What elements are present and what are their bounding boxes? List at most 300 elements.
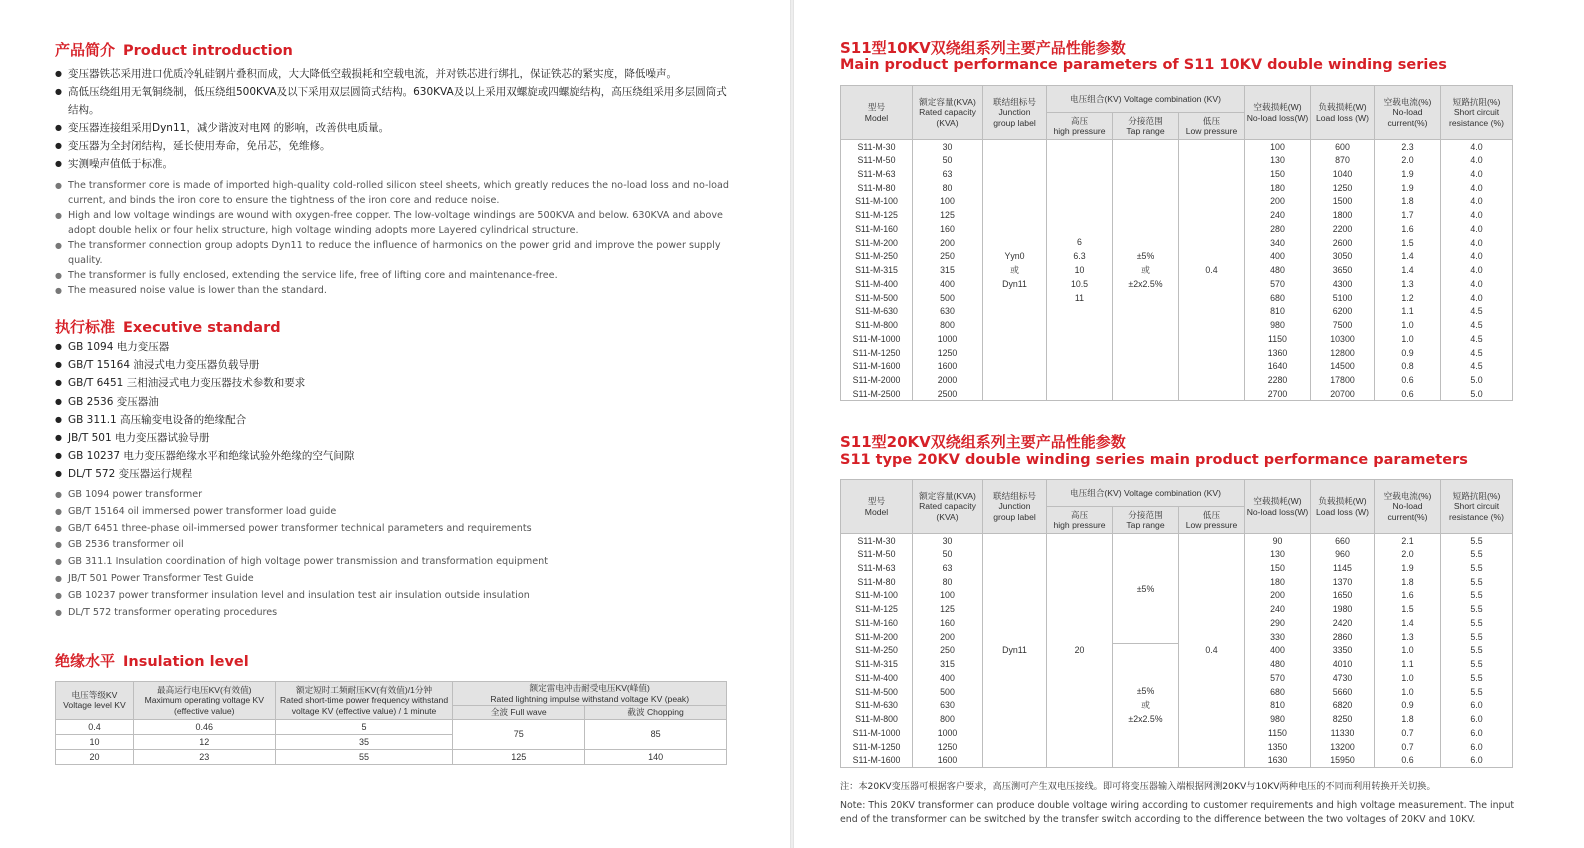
model-cell: S11-M-63 xyxy=(841,561,913,575)
header-capacity: 额定容量(KVA) Rated capacity (KVA) xyxy=(913,480,983,534)
list-item: ● GB/T 15164 oil immersed power transformer load guide xyxy=(55,504,745,521)
model-cell: S11-M-630 xyxy=(841,305,913,319)
model-cell: S11-M-250 xyxy=(841,250,913,264)
no-load-loss-cell: 130 xyxy=(1245,547,1311,561)
model-cell: S11-M-200 xyxy=(841,236,913,250)
no-load-current-cell: 1.0 xyxy=(1375,644,1441,658)
header-tap-range: 分接范围 Tap range xyxy=(1113,113,1179,140)
short-circuit-cell: 5.0 xyxy=(1441,373,1513,387)
table-cell: 85 xyxy=(585,719,727,749)
header-model: 型号 Model xyxy=(841,86,913,140)
list-item: ● 实测噪声值低于标准。 xyxy=(55,155,735,173)
list-item: ● GB 311.1 高压输变电设备的绝缘配合 xyxy=(55,411,735,429)
no-load-current-cell: 0.8 xyxy=(1375,360,1441,374)
capacity-cell: 30 xyxy=(913,534,983,548)
model-cell: S11-M-400 xyxy=(841,671,913,685)
table-cell: 23 xyxy=(133,749,275,764)
no-load-current-cell: 2.3 xyxy=(1375,140,1441,154)
table-row xyxy=(841,644,1513,658)
model-cell: S11-M-30 xyxy=(841,140,913,154)
no-load-current-cell: 0.9 xyxy=(1375,699,1441,713)
list-item: ● 高低压绕组用无氧铜绕制，低压绕组500KVA及以下采用双层圆筒式结构。630KVA及以上采用双螺旋或四螺旋结构，高压绕组采用多层圆筒式结构。 xyxy=(55,83,735,119)
model-cell: S11-M-1000 xyxy=(841,726,913,740)
short-circuit-cell: 4.0 xyxy=(1441,140,1513,154)
short-circuit-cell: 6.0 xyxy=(1441,740,1513,754)
load-loss-cell: 20700 xyxy=(1311,387,1375,401)
capacity-cell: 500 xyxy=(913,685,983,699)
tap-range-cell: ±5% 或 ±2x2.5% xyxy=(1113,644,1179,768)
table-cell: 5 xyxy=(275,719,453,734)
no-load-loss-cell: 810 xyxy=(1245,699,1311,713)
capacity-cell: 400 xyxy=(913,277,983,291)
load-loss-cell: 4300 xyxy=(1311,277,1375,291)
capacity-cell: 160 xyxy=(913,616,983,630)
capacity-cell: 125 xyxy=(913,208,983,222)
short-circuit-cell: 4.0 xyxy=(1441,167,1513,181)
no-load-current-cell: 0.6 xyxy=(1375,373,1441,387)
no-load-loss-cell: 180 xyxy=(1245,181,1311,195)
header-short-circuit: 短路抗阻(%) Short circuit resistance (%) xyxy=(1441,86,1513,140)
list-item: ● High and low voltage windings are wound with oxygen-free copper. The low-voltage windings are 500KVA and below. 630KVA and above adopt double helix or four helix structure, high voltage winding adopts more Layered cylindrical structure. xyxy=(55,208,745,238)
model-cell: S11-M-30 xyxy=(841,534,913,548)
low-pressure-cell: 0.4 xyxy=(1179,534,1245,768)
table-cell: 55 xyxy=(275,749,453,764)
model-cell: S11-M-1600 xyxy=(841,754,913,768)
no-load-loss-cell: 2280 xyxy=(1245,373,1311,387)
list-item: ● DL/T 572 transformer operating procedures xyxy=(55,605,745,622)
no-load-current-cell: 2.0 xyxy=(1375,547,1441,561)
capacity-cell: 315 xyxy=(913,263,983,277)
load-loss-cell: 15950 xyxy=(1311,754,1375,768)
no-load-loss-cell: 290 xyxy=(1245,616,1311,630)
header-text: Voltage level KV xyxy=(63,700,126,711)
capacity-cell: 200 xyxy=(913,236,983,250)
model-cell: S11-M-315 xyxy=(841,263,913,277)
header-high-pressure: 高压 high pressure xyxy=(1047,113,1113,140)
load-loss-cell: 6200 xyxy=(1311,305,1375,319)
header-text: 最高运行电压KV(有效值) xyxy=(157,684,252,695)
short-circuit-cell: 4.0 xyxy=(1441,181,1513,195)
short-circuit-cell: 4.0 xyxy=(1441,153,1513,167)
high-pressure-cell: 6 6.3 10 10.5 11 xyxy=(1047,140,1113,401)
header-chopping: 截波 Chopping xyxy=(585,706,727,720)
list-item: ● GB 1094 power transformer xyxy=(55,487,745,504)
no-load-current-cell: 1.5 xyxy=(1375,236,1441,250)
no-load-loss-cell: 240 xyxy=(1245,208,1311,222)
no-load-loss-cell: 680 xyxy=(1245,685,1311,699)
intro-list-cn xyxy=(55,65,735,173)
tap-range-cell: ±5% xyxy=(1113,534,1179,644)
insulation-level-title xyxy=(55,650,249,671)
list-item: ● GB/T 15164 油浸式电力变压器负载导册 xyxy=(55,356,735,374)
no-load-loss-cell: 1640 xyxy=(1245,360,1311,374)
no-load-loss-cell: 180 xyxy=(1245,575,1311,589)
list-item: ● The transformer core is made of imported high-quality cold-rolled silicon steel sheets, which greatly reduces the no-load loss and no-load current, and binds the iron core to ensure the tightness of the iron core and reduce noise. xyxy=(55,178,745,208)
no-load-loss-cell: 200 xyxy=(1245,195,1311,209)
header-no-load-loss: 空载损耗(W) No-load loss(W) xyxy=(1245,86,1311,140)
load-loss-cell: 11330 xyxy=(1311,726,1375,740)
header-text: Rated lightning impulse withstand voltage KV (peak) xyxy=(490,693,690,704)
model-cell: S11-M-125 xyxy=(841,208,913,222)
header-no-load-current: 空载电流(%) No-load current(%) xyxy=(1375,480,1441,534)
note-cn: 注：本20KV变压器可根据客户要求，高压测可产生双电压接线。即可将变压器输入端根据网测20KV与10KV两种电压的不同而利用转换开关切换。 xyxy=(840,781,1436,792)
table-cell: 12 xyxy=(133,734,275,749)
list-item: ● JB/T 501 电力变压器试验导册 xyxy=(55,429,735,447)
no-load-current-cell: 0.7 xyxy=(1375,740,1441,754)
capacity-cell: 50 xyxy=(913,547,983,561)
no-load-loss-cell: 150 xyxy=(1245,561,1311,575)
table-row xyxy=(56,749,727,764)
no-load-loss-cell: 480 xyxy=(1245,657,1311,671)
no-load-current-cell: 1.0 xyxy=(1375,685,1441,699)
load-loss-cell: 2600 xyxy=(1311,236,1375,250)
load-loss-cell: 2860 xyxy=(1311,630,1375,644)
no-load-current-cell: 1.4 xyxy=(1375,250,1441,264)
load-loss-cell: 1500 xyxy=(1311,195,1375,209)
no-load-current-cell: 1.8 xyxy=(1375,712,1441,726)
no-load-current-cell: 1.9 xyxy=(1375,181,1441,195)
load-loss-cell: 1370 xyxy=(1311,575,1375,589)
model-cell: S11-M-400 xyxy=(841,277,913,291)
no-load-loss-cell: 100 xyxy=(1245,140,1311,154)
no-load-loss-cell: 1630 xyxy=(1245,754,1311,768)
load-loss-cell: 6820 xyxy=(1311,699,1375,713)
list-item: ● 变压器铁芯采用进口优质冷轧硅钢片叠积而成，大大降低空载损耗和空载电流，并对铁芯进行绑扎，保证铁芯的紧实度，降低噪声。 xyxy=(55,65,735,83)
no-load-current-cell: 1.4 xyxy=(1375,616,1441,630)
table-cell: 125 xyxy=(453,749,585,764)
model-cell: S11-M-100 xyxy=(841,195,913,209)
no-load-loss-cell: 680 xyxy=(1245,291,1311,305)
short-circuit-cell: 4.0 xyxy=(1441,250,1513,264)
load-loss-cell: 3050 xyxy=(1311,250,1375,264)
header-high-pressure: 高压 high pressure xyxy=(1047,507,1113,534)
no-load-current-cell: 1.2 xyxy=(1375,291,1441,305)
no-load-current-cell: 2.1 xyxy=(1375,534,1441,548)
load-loss-cell: 14500 xyxy=(1311,360,1375,374)
no-load-current-cell: 0.9 xyxy=(1375,346,1441,360)
no-load-loss-cell: 240 xyxy=(1245,602,1311,616)
short-circuit-cell: 4.0 xyxy=(1441,277,1513,291)
header-load-loss: 负载损耗(W) Load loss (W) xyxy=(1311,86,1375,140)
load-loss-cell: 10300 xyxy=(1311,332,1375,346)
short-circuit-cell: 4.0 xyxy=(1441,222,1513,236)
model-cell: S11-M-160 xyxy=(841,222,913,236)
table2-title-en: S11 type 20KV double winding series main product performance parameters xyxy=(840,452,1468,468)
junction-cell: Yyn0 或 Dyn11 xyxy=(983,140,1047,401)
capacity-cell: 100 xyxy=(913,195,983,209)
table2-title-cn: S11型20KV双绕组系列主要产品性能参数 xyxy=(840,433,1126,451)
header-tap-range: 分接范围 Tap range xyxy=(1113,507,1179,534)
capacity-cell: 63 xyxy=(913,167,983,181)
short-circuit-cell: 4.0 xyxy=(1441,208,1513,222)
list-item: ● GB 2536 transformer oil xyxy=(55,537,745,554)
load-loss-cell: 2200 xyxy=(1311,222,1375,236)
no-load-loss-cell: 280 xyxy=(1245,222,1311,236)
short-circuit-cell: 5.5 xyxy=(1441,602,1513,616)
header-junction: 联结组标号 Junction group label xyxy=(983,480,1047,534)
load-loss-cell: 3350 xyxy=(1311,644,1375,658)
short-circuit-cell: 5.5 xyxy=(1441,616,1513,630)
no-load-loss-cell: 340 xyxy=(1245,236,1311,250)
short-circuit-cell: 6.0 xyxy=(1441,699,1513,713)
model-cell: S11-M-50 xyxy=(841,547,913,561)
load-loss-cell: 12800 xyxy=(1311,346,1375,360)
capacity-cell: 200 xyxy=(913,630,983,644)
model-cell: S11-M-315 xyxy=(841,657,913,671)
table-cell: 20 xyxy=(56,749,134,764)
capacity-cell: 80 xyxy=(913,575,983,589)
no-load-loss-cell: 1350 xyxy=(1245,740,1311,754)
no-load-current-cell: 1.8 xyxy=(1375,575,1441,589)
no-load-loss-cell: 570 xyxy=(1245,671,1311,685)
short-circuit-cell: 4.5 xyxy=(1441,318,1513,332)
standard-title-en: Executive standard xyxy=(123,320,281,336)
model-cell: S11-M-1250 xyxy=(841,740,913,754)
no-load-current-cell: 1.5 xyxy=(1375,602,1441,616)
capacity-cell: 630 xyxy=(913,305,983,319)
no-load-current-cell: 0.7 xyxy=(1375,726,1441,740)
header-text: Rated short-time power frequency withstand voltage KV (effective value) / 1 minute xyxy=(279,695,449,716)
no-load-current-cell: 1.4 xyxy=(1375,263,1441,277)
model-cell: S11-M-1000 xyxy=(841,332,913,346)
no-load-loss-cell: 90 xyxy=(1245,534,1311,548)
load-loss-cell: 660 xyxy=(1311,534,1375,548)
standard-title-cn: 执行标准 xyxy=(55,318,116,336)
list-item: ● GB 10237 电力变压器绝缘水平和绝缘试验外绝缘的空气间隙 xyxy=(55,447,735,465)
short-circuit-cell: 5.5 xyxy=(1441,644,1513,658)
model-cell: S11-M-80 xyxy=(841,181,913,195)
capacity-cell: 1000 xyxy=(913,332,983,346)
model-cell: S11-M-125 xyxy=(841,602,913,616)
no-load-loss-cell: 400 xyxy=(1245,644,1311,658)
no-load-current-cell: 0.6 xyxy=(1375,387,1441,401)
capacity-cell: 1250 xyxy=(913,346,983,360)
no-load-current-cell: 1.0 xyxy=(1375,671,1441,685)
short-circuit-cell: 4.0 xyxy=(1441,291,1513,305)
insulation-title-cn: 绝缘水平 xyxy=(55,652,116,670)
table-cell: 10 xyxy=(56,734,134,749)
header-voltage-level xyxy=(56,682,134,720)
no-load-loss-cell: 400 xyxy=(1245,250,1311,264)
list-item: ● 变压器连接组采用Dyn11，减少谐波对电网 的影响，改善供电质量。 xyxy=(55,119,735,137)
model-cell: S11-M-2000 xyxy=(841,373,913,387)
no-load-loss-cell: 480 xyxy=(1245,263,1311,277)
capacity-cell: 100 xyxy=(913,589,983,603)
standard-list-en xyxy=(55,487,745,621)
list-item: ● GB 311.1 Insulation coordination of high voltage power transmission and transformation equipment xyxy=(55,554,745,571)
junction-cell: Dyn11 xyxy=(983,534,1047,768)
no-load-loss-cell: 1150 xyxy=(1245,726,1311,740)
capacity-cell: 63 xyxy=(913,561,983,575)
s11-20kv-table xyxy=(840,479,1513,768)
model-cell: S11-M-160 xyxy=(841,616,913,630)
short-circuit-cell: 5.5 xyxy=(1441,685,1513,699)
capacity-cell: 125 xyxy=(913,602,983,616)
table-cell: 35 xyxy=(275,734,453,749)
no-load-current-cell: 1.1 xyxy=(1375,305,1441,319)
header-no-load-loss: 空载损耗(W) No-load loss(W) xyxy=(1245,480,1311,534)
no-load-loss-cell: 2700 xyxy=(1245,387,1311,401)
no-load-loss-cell: 150 xyxy=(1245,167,1311,181)
left-page xyxy=(0,0,790,848)
table-row xyxy=(56,719,727,734)
short-circuit-cell: 4.0 xyxy=(1441,195,1513,209)
no-load-current-cell: 2.0 xyxy=(1375,153,1441,167)
no-load-current-cell: 1.0 xyxy=(1375,332,1441,346)
short-circuit-cell: 5.5 xyxy=(1441,671,1513,685)
short-circuit-cell: 4.0 xyxy=(1441,263,1513,277)
model-cell: S11-M-630 xyxy=(841,699,913,713)
table-cell: 140 xyxy=(585,749,727,764)
no-load-current-cell: 1.6 xyxy=(1375,589,1441,603)
no-load-current-cell: 1.3 xyxy=(1375,277,1441,291)
load-loss-cell: 4010 xyxy=(1311,657,1375,671)
no-load-current-cell: 0.6 xyxy=(1375,754,1441,768)
model-cell: S11-M-500 xyxy=(841,291,913,305)
standard-list-cn xyxy=(55,338,735,484)
load-loss-cell: 4730 xyxy=(1311,671,1375,685)
no-load-current-cell: 1.9 xyxy=(1375,167,1441,181)
executive-standard-title xyxy=(55,316,281,337)
capacity-cell: 800 xyxy=(913,712,983,726)
no-load-loss-cell: 1360 xyxy=(1245,346,1311,360)
capacity-cell: 1000 xyxy=(913,726,983,740)
no-load-current-cell: 1.3 xyxy=(1375,630,1441,644)
capacity-cell: 400 xyxy=(913,671,983,685)
list-item: ● DL/T 572 变压器运行规程 xyxy=(55,465,735,483)
load-loss-cell: 1145 xyxy=(1311,561,1375,575)
header-max-voltage xyxy=(133,682,275,720)
header-full-wave: 全波 Full wave xyxy=(453,706,585,720)
no-load-loss-cell: 1150 xyxy=(1245,332,1311,346)
short-circuit-cell: 5.5 xyxy=(1441,547,1513,561)
capacity-cell: 50 xyxy=(913,153,983,167)
table-cell: 0.4 xyxy=(56,719,134,734)
no-load-loss-cell: 810 xyxy=(1245,305,1311,319)
product-introduction-title xyxy=(55,39,293,60)
note-en: Note: This 20KV transformer can produce double voltage wiring according to customer requirements and high voltage measurement. The input end of the transformer can be switched by the transfer switch according to the difference between the two voltages of 20KV and 10KV. xyxy=(840,800,1515,825)
short-circuit-cell: 5.5 xyxy=(1441,575,1513,589)
list-item: ● The transformer connection group adopts Dyn11 to reduce the influence of harmonics on the power grid and improve the power supply quality. xyxy=(55,238,745,268)
no-load-current-cell: 1.0 xyxy=(1375,318,1441,332)
short-circuit-cell: 6.0 xyxy=(1441,754,1513,768)
capacity-cell: 800 xyxy=(913,318,983,332)
list-item: ● GB/T 6451 three-phase oil-immersed power transformer technical parameters and requirements xyxy=(55,521,745,538)
no-load-current-cell: 1.9 xyxy=(1375,561,1441,575)
model-cell: S11-M-1250 xyxy=(841,346,913,360)
table1-title-cn: S11型10KV双绕组系列主要产品性能参数 xyxy=(840,39,1126,57)
model-cell: S11-M-50 xyxy=(841,153,913,167)
load-loss-cell: 960 xyxy=(1311,547,1375,561)
load-loss-cell: 3650 xyxy=(1311,263,1375,277)
no-load-current-cell: 1.1 xyxy=(1375,657,1441,671)
model-cell: S11-M-200 xyxy=(841,630,913,644)
short-circuit-cell: 4.5 xyxy=(1441,332,1513,346)
header-short-circuit: 短路抗阻(%) Short circuit resistance (%) xyxy=(1441,480,1513,534)
model-cell: S11-M-1600 xyxy=(841,360,913,374)
table-cell: 0.46 xyxy=(133,719,275,734)
table-cell: 75 xyxy=(453,719,585,749)
table-row xyxy=(841,534,1513,548)
short-circuit-cell: 5.0 xyxy=(1441,387,1513,401)
list-item: ● GB 1094 电力变压器 xyxy=(55,338,735,356)
tap-range-cell: ±5% 或 ±2x2.5% xyxy=(1113,140,1179,401)
model-cell: S11-M-250 xyxy=(841,644,913,658)
short-circuit-cell: 5.5 xyxy=(1441,630,1513,644)
capacity-cell: 500 xyxy=(913,291,983,305)
intro-list-en xyxy=(55,178,745,298)
list-item: ● GB/T 6451 三相油浸式电力变压器技术参数和要求 xyxy=(55,374,735,392)
load-loss-cell: 1800 xyxy=(1311,208,1375,222)
header-voltage-combination: 电压组合(KV) Voltage combination (KV) xyxy=(1047,86,1245,113)
table1-title-en: Main product performance parameters of S11 10KV double winding series xyxy=(840,57,1447,73)
model-cell: S11-M-800 xyxy=(841,318,913,332)
short-circuit-cell: 5.5 xyxy=(1441,657,1513,671)
short-circuit-cell: 5.5 xyxy=(1441,589,1513,603)
capacity-cell: 1600 xyxy=(913,360,983,374)
header-text: 额定雷电冲击耐受电压KV(峰值) xyxy=(529,683,650,693)
load-loss-cell: 7500 xyxy=(1311,318,1375,332)
load-loss-cell: 8250 xyxy=(1311,712,1375,726)
list-item: ● JB/T 501 Power Transformer Test Guide xyxy=(55,571,745,588)
load-loss-cell: 5660 xyxy=(1311,685,1375,699)
short-circuit-cell: 6.0 xyxy=(1441,712,1513,726)
capacity-cell: 250 xyxy=(913,250,983,264)
model-cell: S11-M-800 xyxy=(841,712,913,726)
model-cell: S11-M-500 xyxy=(841,685,913,699)
load-loss-cell: 2420 xyxy=(1311,616,1375,630)
table-row xyxy=(841,140,1513,154)
header-no-load-current: 空载电流(%) No-load current(%) xyxy=(1375,86,1441,140)
low-pressure-cell: 0.4 xyxy=(1179,140,1245,401)
intro-title-cn: 产品简介 xyxy=(55,41,116,59)
no-load-loss-cell: 980 xyxy=(1245,712,1311,726)
short-circuit-cell: 4.5 xyxy=(1441,305,1513,319)
model-cell: S11-M-100 xyxy=(841,589,913,603)
header-text: 电压等级KV xyxy=(71,689,118,700)
capacity-cell: 2500 xyxy=(913,387,983,401)
insulation-title-en: Insulation level xyxy=(123,654,249,670)
capacity-cell: 2000 xyxy=(913,373,983,387)
capacity-cell: 315 xyxy=(913,657,983,671)
insulation-table xyxy=(55,681,727,765)
short-circuit-cell: 4.0 xyxy=(1441,236,1513,250)
header-junction: 联结组标号 Junction group label xyxy=(983,86,1047,140)
header-text: Maximum operating voltage KV (effective value) xyxy=(144,695,264,716)
header-load-loss: 负载损耗(W) Load loss (W) xyxy=(1311,480,1375,534)
high-pressure-cell: 20 xyxy=(1047,534,1113,768)
list-item: ● The measured noise value is lower than the standard. xyxy=(55,283,745,298)
short-circuit-cell: 4.5 xyxy=(1441,346,1513,360)
no-load-loss-cell: 570 xyxy=(1245,277,1311,291)
load-loss-cell: 1040 xyxy=(1311,167,1375,181)
load-loss-cell: 1250 xyxy=(1311,181,1375,195)
load-loss-cell: 5100 xyxy=(1311,291,1375,305)
short-circuit-cell: 5.5 xyxy=(1441,534,1513,548)
no-load-current-cell: 1.8 xyxy=(1375,195,1441,209)
load-loss-cell: 1650 xyxy=(1311,589,1375,603)
header-short-time xyxy=(275,682,453,720)
list-item: ● The transformer is fully enclosed, extending the service life, free of lifting core and maintenance-free. xyxy=(55,268,745,283)
list-item: ● 变压器为全封闭结构，延长使用寿命，免吊芯，免维修。 xyxy=(55,137,735,155)
load-loss-cell: 1980 xyxy=(1311,602,1375,616)
no-load-loss-cell: 200 xyxy=(1245,589,1311,603)
right-page xyxy=(794,0,1584,848)
list-item: ● GB 10237 power transformer insulation level and insulation test air insulation outside insulation xyxy=(55,588,745,605)
load-loss-cell: 600 xyxy=(1311,140,1375,154)
header-capacity: 额定容量(KVA) Rated capacity (KVA) xyxy=(913,86,983,140)
capacity-cell: 160 xyxy=(913,222,983,236)
